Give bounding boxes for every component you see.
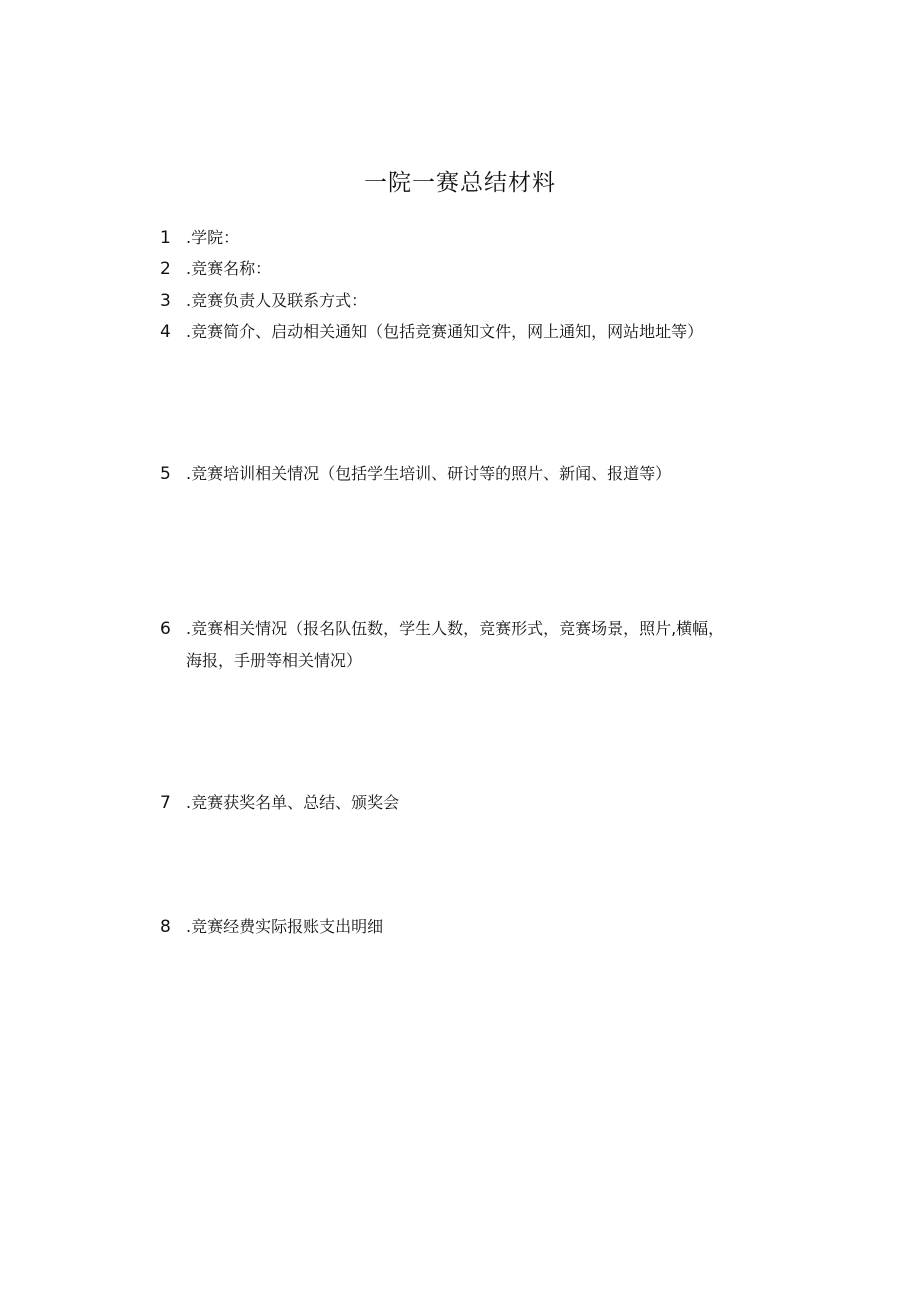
item-text: .竞赛培训相关情况（包括学生培训、研讨等的照片、新闻、报道等） bbox=[186, 464, 672, 483]
list-item-awards bbox=[160, 787, 800, 819]
document-title: 一院一赛总结材料 bbox=[364, 170, 556, 196]
item-text: .竞赛经费实际报账支出明细 bbox=[186, 917, 384, 936]
item-number: 2 bbox=[160, 259, 171, 279]
list-item-contact bbox=[160, 285, 800, 317]
item-number: 5 bbox=[160, 464, 171, 484]
item-text: .竞赛相关情况（报名队伍数，学生人数，竞赛形式，竞赛场景，照片,横幅， bbox=[186, 619, 725, 638]
item-number: 1 bbox=[160, 228, 171, 248]
item-text: .学院： bbox=[186, 228, 240, 247]
item-number: 6 bbox=[160, 619, 171, 639]
list-item-college bbox=[160, 222, 800, 254]
item-text: .竞赛简介、启动相关通知（包括竞赛通知文件，网上通知，网站地址等） bbox=[186, 322, 704, 341]
item-text: .竞赛获奖名单、总结、颁奖会 bbox=[186, 793, 400, 812]
item-text: .竞赛名称： bbox=[186, 259, 272, 278]
item-number: 7 bbox=[160, 793, 171, 813]
list-item-competition-name bbox=[160, 253, 800, 285]
list-item-training bbox=[160, 458, 800, 490]
list-item-introduction bbox=[160, 316, 800, 348]
item-number: 3 bbox=[160, 291, 171, 311]
item-text: .竞赛负责人及联系方式： bbox=[186, 291, 368, 310]
item-number: 4 bbox=[160, 322, 171, 342]
item-text-continued: 海报，手册等相关情况） bbox=[186, 651, 363, 670]
item-number: 8 bbox=[160, 917, 171, 937]
list-item-competition-status bbox=[160, 613, 800, 676]
list-item-expenses bbox=[160, 911, 800, 943]
